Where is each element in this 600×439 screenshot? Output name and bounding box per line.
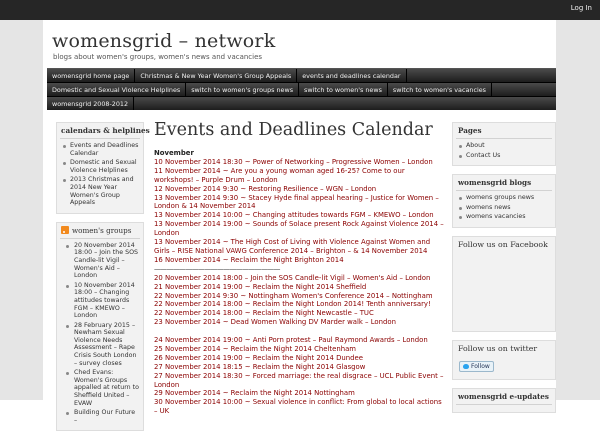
event-link[interactable]: 22 November 2014 18:00 ~ Reclaim the Night Newcastle – TUC — [154, 309, 374, 318]
event-list-1 — [154, 158, 444, 265]
blogs-widget — [452, 174, 556, 228]
list-item[interactable]: womens news — [456, 204, 552, 212]
left-sidebar — [56, 122, 150, 439]
calendars-widget — [56, 122, 150, 214]
womens-groups-widget — [56, 222, 144, 432]
list-item[interactable]: Events and Deadlines Calendar — [60, 142, 140, 157]
widget-title: womensgrid blogs — [456, 178, 552, 191]
event-link[interactable]: 27 November 2014 18:30 ~ Forced marriage: the real disgrace – UCL Public Event – London — [154, 371, 444, 389]
groups-news-list — [60, 242, 140, 425]
event-link[interactable]: 24 November 2014 19:00 ~ Anti Porn protest – Paul Raymond Awards – London — [154, 336, 428, 345]
twitter-widget — [452, 340, 556, 380]
event-list-3 — [154, 336, 444, 416]
list-item[interactable]: 28 February 2015 – Newham Sexual Violence Needs Assessment – Rape Crisis South London – survey closes — [60, 322, 140, 368]
blogs-list — [456, 194, 552, 221]
eupdates-widget — [452, 388, 556, 413]
event-link[interactable]: 13 November 2014 9:30 ~ Stacey Hyde final appeal hearing – Justice for Women – London & 14 November 2014 — [154, 193, 439, 211]
event-link[interactable]: 21 November 2014 19:00 ~ Reclaim the Night 2014 Sheffield — [154, 282, 367, 291]
site-title[interactable]: womensgrid – network — [52, 30, 276, 52]
list-item[interactable]: 10 November 2014 18:00 – Changing attitudes towards FGM – KMEWO – London — [60, 282, 140, 320]
event-link[interactable]: 22 November 2014 9:30 ~ Nottingham Women's Conference 2014 – Nottingham — [154, 291, 433, 300]
list-item[interactable]: womens vacancies — [456, 213, 552, 221]
event-link[interactable]: 11 November 2014 ~ Are you a young woman aged 16-25? Come to our workshops! – Purple Drum – London — [154, 166, 405, 184]
event-link[interactable]: 20 November 2014 18:00 – Join the SOS Candle-lit Vigil – Women's Aid – London — [154, 273, 431, 282]
widget-title: calendars & helplines — [60, 126, 140, 139]
event-list-2 — [154, 274, 444, 327]
facebook-widget — [452, 236, 556, 332]
nav-item-groups-news[interactable]: switch to women's groups news — [186, 83, 299, 96]
event-link[interactable]: 22 November 2014 18:00 ~ Reclaim the Night London 2014! Tenth anniversary! — [154, 300, 431, 309]
widget-title: Pages — [456, 126, 552, 139]
nav-item-womens-news[interactable]: switch to women's news — [299, 83, 388, 96]
event-link[interactable]: 13 November 2014 19:00 ~ Sounds of Solace present Rock Against Violence 2014 – London — [154, 220, 444, 238]
list-item[interactable]: Building Our Future – — [60, 409, 140, 424]
twitter-follow-button[interactable] — [459, 361, 494, 372]
event-link[interactable]: 23 November 2014 ~ Dead Women Walking DV Marder walk – London — [154, 318, 396, 327]
event-link[interactable]: 12 November 2014 9:30 ~ Restoring Resilience – WGN – London — [154, 184, 377, 193]
twitter-bird-icon — [463, 364, 469, 369]
event-link[interactable]: 13 November 2014 10:00 ~ Changing attitudes towards FGM – KMEWO – London — [154, 211, 434, 220]
event-link[interactable]: 27 November 2014 18:15 ~ Reclaim the Night 2014 Glasgow — [154, 362, 366, 371]
list-item[interactable]: Ched Evans: Women's Groups appalled at return to Sheffield United – EVAW — [60, 369, 140, 407]
main-content — [154, 120, 444, 416]
event-link[interactable]: 25 November 2014 ~ Reclaim the Night 2014 Cheltenham — [154, 344, 357, 353]
nav-item-helplines[interactable]: Domestic and Sexual Violence Helplines — [47, 83, 186, 96]
nav-row-2 — [47, 82, 556, 96]
calendars-list — [60, 142, 140, 207]
right-sidebar — [452, 122, 556, 421]
widget-title — [60, 226, 140, 239]
event-link[interactable]: 13 November 2014 ~ The High Cost of Living with Violence Against Women and Girls – RISE National VAWG Conference 2014 – Brighton – & 14 November 2014 — [154, 238, 431, 255]
nav-row-1 — [47, 68, 556, 82]
pages-widget — [452, 122, 556, 166]
event-link[interactable]: 16 November 2014 ~ Reclaim the Night Brighton 2014 — [154, 255, 344, 264]
list-item[interactable]: About — [456, 142, 552, 150]
event-link[interactable]: 26 November 2014 19:00 ~ Reclaim the Night 2014 Dundee — [154, 353, 364, 362]
nav-row-3 — [47, 96, 556, 110]
page-title: Events and Deadlines Calendar — [154, 120, 433, 140]
list-item[interactable]: Domestic and Sexual Violence Helplines — [60, 159, 140, 174]
nav-item-appeals[interactable]: Christmas & New Year Women's Group Appeals — [135, 69, 297, 82]
pages-list — [456, 142, 552, 159]
event-link[interactable]: 10 November 2014 18:30 ~ Power of Networking – Progressive Women – London — [154, 157, 433, 166]
nav-item-calendar[interactable]: events and deadlines calendar — [297, 69, 406, 82]
list-item[interactable]: womens groups news — [456, 194, 552, 202]
list-item[interactable]: 2013 Christmas and 2014 New Year Women's Group Appeals — [60, 176, 140, 206]
event-link[interactable]: 30 November 2014 10:00 ~ Sexual violence in conflict: From global to local actions – UK — [154, 398, 442, 416]
spacer — [154, 327, 444, 336]
top-bar — [0, 0, 600, 20]
login-link[interactable]: Log In — [570, 4, 592, 12]
rss-icon[interactable] — [61, 226, 69, 234]
widget-title-text[interactable]: women's groups — [72, 225, 132, 235]
follow-label: Follow — [471, 362, 490, 370]
list-item[interactable]: 20 November 2014 18:00 – Join the SOS Candle-lit Vigil – Women's Aid – London — [60, 242, 140, 280]
site-description: blogs about women's groups, women's news and vacancies — [53, 53, 263, 61]
widget-title: womensgrid e-updates — [456, 392, 552, 405]
event-link[interactable]: 29 November 2014 ~ Reclaim the Night 2014 Nottingham — [154, 389, 355, 398]
widget-title: Follow us on Facebook — [458, 239, 548, 249]
month-heading: November — [154, 149, 194, 157]
nav-item-archive[interactable]: womensgrid 2008-2012 — [47, 97, 134, 110]
separator-line: ———————————————————— — [154, 264, 280, 273]
nav-item-vacancies[interactable]: switch to women's vacancies — [388, 83, 492, 96]
list-item[interactable]: Contact Us — [456, 152, 552, 160]
widget-title: Follow us on twitter — [458, 343, 538, 353]
nav-item-home[interactable]: womensgrid home page — [47, 69, 135, 82]
